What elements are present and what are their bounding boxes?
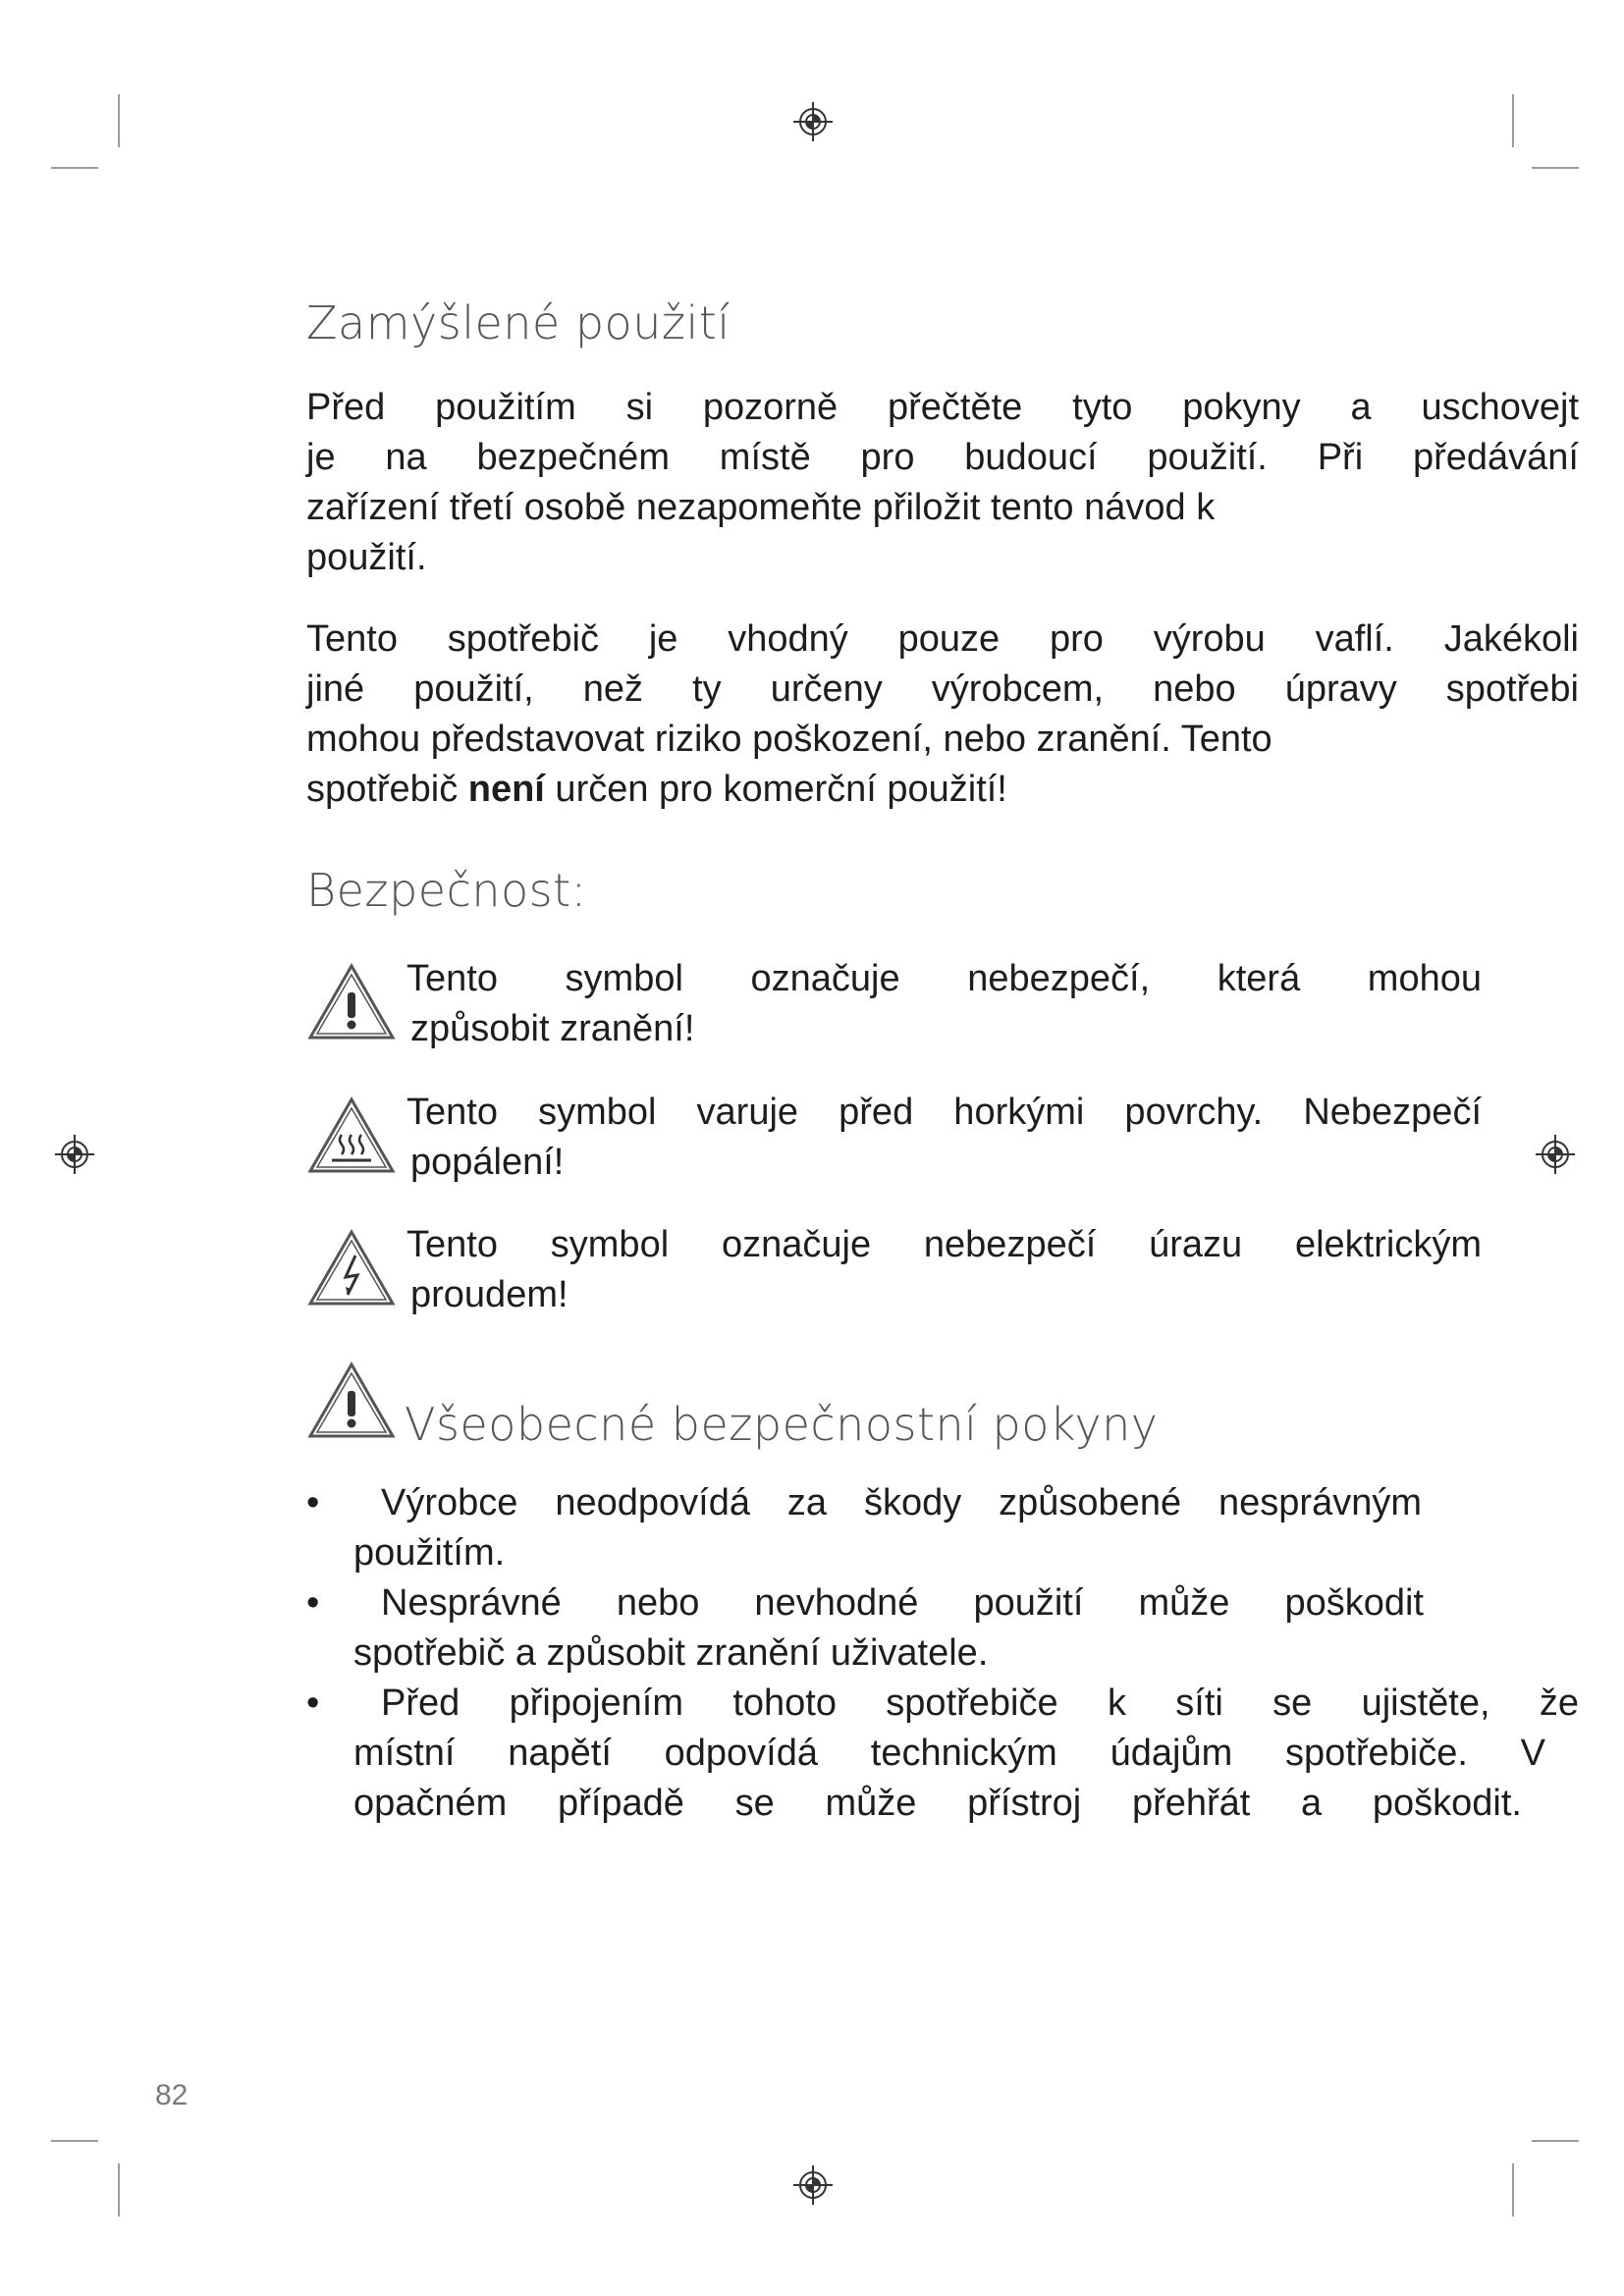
crop-mark bbox=[1512, 94, 1514, 147]
crop-mark bbox=[1532, 167, 1579, 169]
warning-general: Tento symbol označuje nebezpečí, která mohou způsobit zranění! bbox=[306, 954, 1583, 1062]
bullet: • bbox=[306, 1482, 320, 1523]
warning-exclamation-icon bbox=[306, 1359, 397, 1441]
paragraph-instructions: Před použitím si pozorně přečtěte tyto pokyny a uschovejt je na bezpečném místě pro budoucí použití. Při předávání zařízení třetí osobě nezapomeňte přiložit tento návod k použití. bbox=[306, 387, 1579, 578]
section-heading-intended-use: Zamýšlené použití bbox=[306, 296, 731, 349]
section-heading-safety: Bezpečnost: bbox=[306, 864, 587, 917]
page-number: 82 bbox=[155, 2079, 189, 2111]
bullet: • bbox=[306, 1582, 320, 1624]
warning-electric-shock: Tento symbol označuje nebezpečí úrazu elektrickým proudem! bbox=[306, 1220, 1583, 1328]
crop-mark bbox=[1532, 2140, 1579, 2142]
warning-exclamation-icon bbox=[306, 960, 397, 1042]
paragraph-appliance-use: Tento spotřebič je vhodný pouze pro výrobu vaflí. Jakékoli jiné použití, než ty určeny výrobcem, nebo úpravy spotřebi mohou představovat riziko poškození, nebo zranění. Tento spotřebič není určen pro komerční použití! bbox=[306, 618, 1579, 810]
registration-mark-icon bbox=[793, 102, 833, 141]
crop-mark bbox=[1512, 2163, 1514, 2216]
crop-mark bbox=[51, 2140, 98, 2142]
bullet: • bbox=[306, 1682, 320, 1724]
hot-surface-icon bbox=[306, 1094, 397, 1176]
emphasis-not: není bbox=[467, 769, 545, 810]
registration-mark-icon bbox=[793, 2165, 833, 2205]
electric-shock-icon bbox=[306, 1226, 397, 1308]
section-heading-general-safety: Všeobecné bezpečnostní pokyny bbox=[405, 1398, 1159, 1451]
crop-mark bbox=[118, 2163, 120, 2216]
crop-mark bbox=[118, 94, 120, 147]
warning-hot-surface: Tento symbol varuje před horkými povrchy. Nebezpečí popálení! bbox=[306, 1088, 1583, 1196]
registration-mark-icon bbox=[55, 1135, 94, 1174]
crop-mark bbox=[51, 167, 98, 169]
